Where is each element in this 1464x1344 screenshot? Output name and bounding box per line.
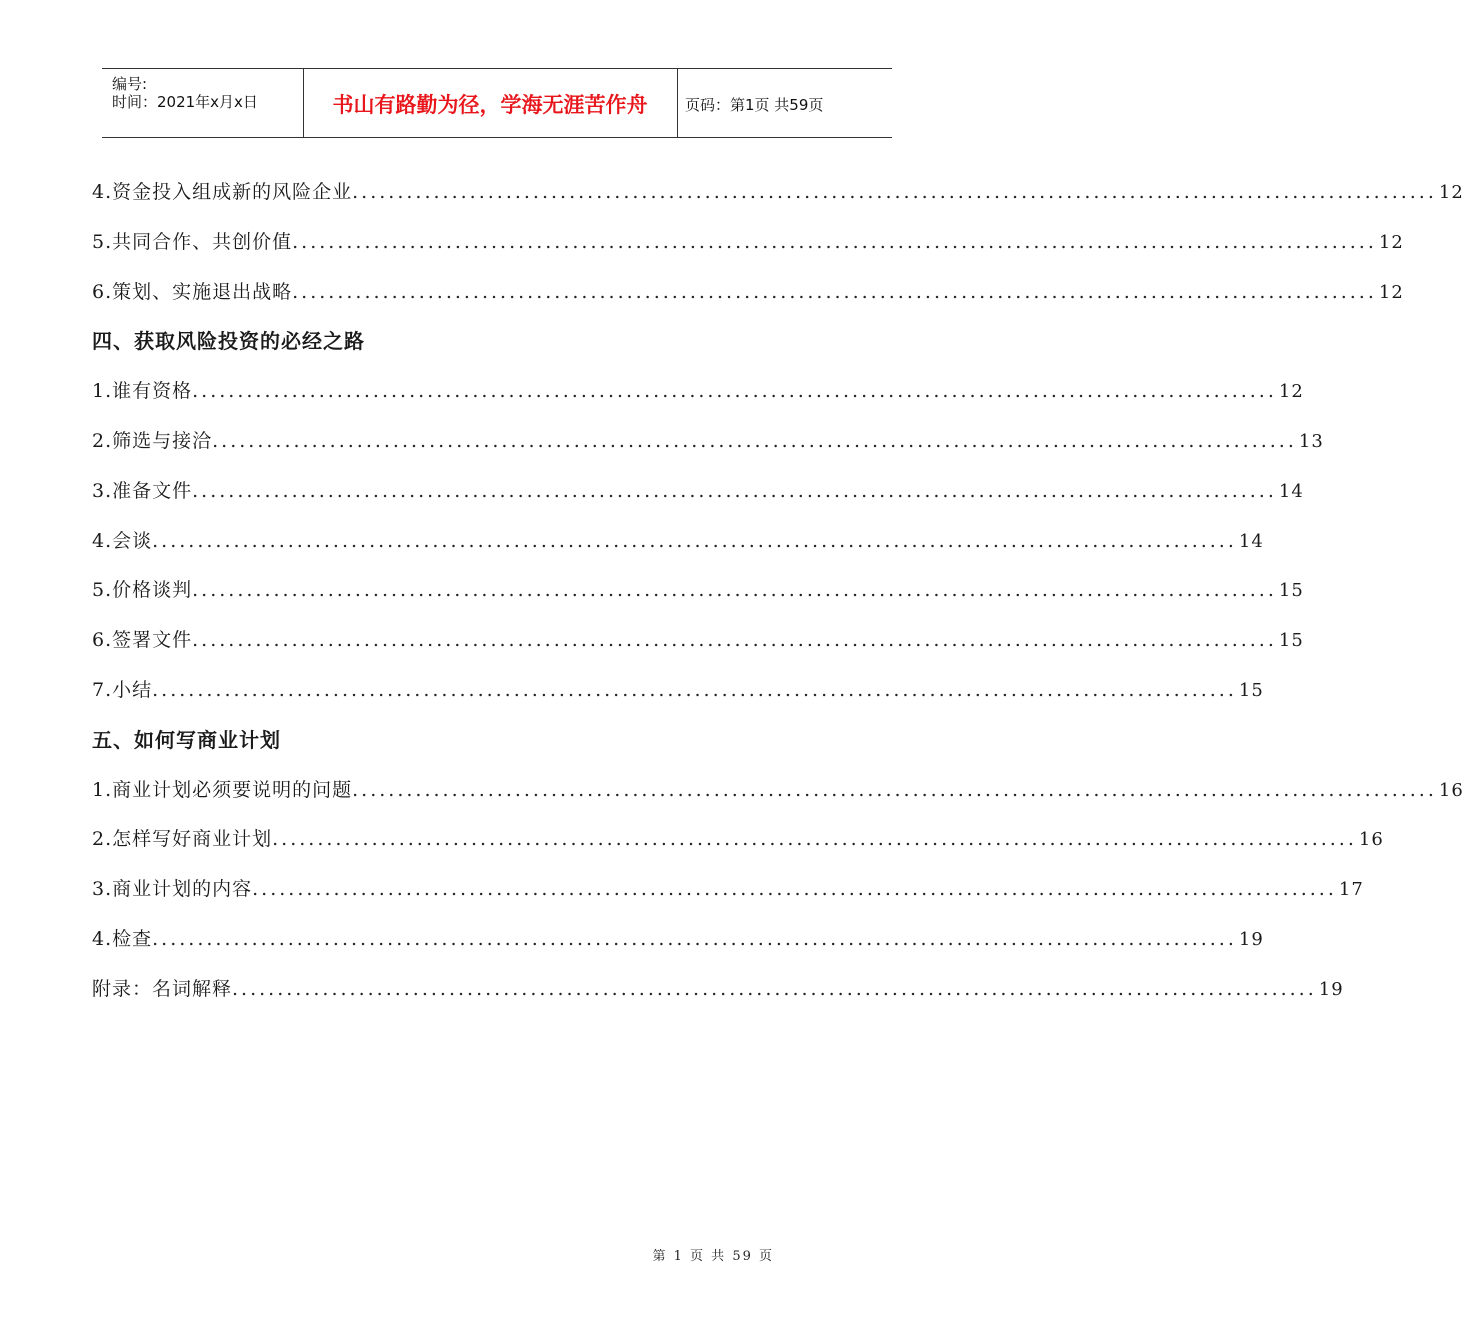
toc-entry-page: 15 (1238, 679, 1264, 701)
toc-entry[interactable] (92, 616, 1304, 666)
toc-entry[interactable] (92, 815, 1384, 865)
toc-entry-page: 12 (1438, 182, 1464, 203)
toc-leader-dots: ........................................................................................................................ (152, 529, 1237, 552)
toc-entry-page: 14 (1238, 530, 1264, 552)
serial-number-label: 编号: (112, 75, 148, 93)
toc-entry-label: 5.价格谈判 (92, 579, 193, 602)
toc-entry-page: 13 (1298, 430, 1324, 452)
toc-entry[interactable] (92, 865, 1364, 915)
toc-section-heading: 五、如何写商业计划 (92, 727, 281, 752)
page-footer: 第 1 页 共 59 页 (652, 1249, 774, 1264)
toc-entry-page: 15 (1278, 630, 1304, 652)
toc-entry[interactable] (92, 666, 1264, 716)
toc-entry[interactable] (92, 566, 1304, 616)
toc-entry-page: 17 (1338, 879, 1364, 901)
toc-entry-label: 6.策划、实施退出战略 (92, 280, 293, 303)
toc-entry-page: 19 (1318, 978, 1344, 1000)
toc-entry-label: 7.小结 (92, 678, 153, 701)
toc-entry-page: 19 (1238, 928, 1264, 950)
toc-leader-dots: ........................................................................................................................ (152, 927, 1237, 950)
toc-entry[interactable] (92, 467, 1304, 517)
toc-leader-dots: ........................................................................................................................ (152, 678, 1237, 701)
table-of-contents (92, 168, 1464, 1015)
toc-entry-page: 16 (1438, 779, 1464, 801)
toc-entry[interactable] (92, 168, 1464, 218)
toc-entry-label: 4.会谈 (92, 529, 153, 552)
header-motto-cell (303, 69, 678, 137)
toc-entry[interactable] (92, 367, 1304, 417)
toc-entry-page: 16 (1358, 829, 1384, 851)
page-header (102, 68, 892, 138)
toc-entry[interactable] (92, 965, 1344, 1015)
toc-entry-label: 1.谁有资格 (92, 380, 193, 403)
toc-entry-label: 4.检查 (92, 927, 153, 950)
toc-entry-label: 2.筛选与接洽 (92, 429, 213, 452)
toc-entry-label: 2.怎样写好商业计划 (92, 828, 273, 851)
toc-entry-page: 12 (1378, 231, 1404, 253)
page-code-label: 页码：第1页 共59页 (685, 96, 824, 114)
toc-entry-label: 附录：名词解释 (92, 977, 233, 1000)
toc-leader-dots: ........................................................................................................................ (192, 579, 1277, 602)
toc-leader-dots: ........................................................................................................................ (212, 429, 1297, 452)
toc-leader-dots: ........................................................................................................................ (352, 778, 1437, 801)
toc-entry-label: 3.商业计划的内容 (92, 878, 253, 901)
toc-entry-page: 12 (1278, 381, 1304, 403)
toc-entry-page: 15 (1278, 580, 1304, 602)
toc-leader-dots: ........................................................................................................................ (192, 380, 1277, 403)
toc-entry[interactable] (92, 517, 1264, 567)
toc-leader-dots: ........................................................................................................................ (292, 280, 1377, 303)
toc-leader-dots: ........................................................................................................................ (192, 629, 1277, 652)
toc-entry-label: 5.共同合作、共创价值 (92, 230, 293, 253)
toc-entry-label: 1.商业计划必须要说明的问题 (92, 778, 353, 801)
toc-entry-label: 3.准备文件 (92, 479, 193, 502)
toc-entry-label: 6.签署文件 (92, 629, 193, 652)
toc-leader-dots: ........................................................................................................................ (192, 479, 1277, 502)
time-label: 时间：2021年x月x日 (112, 93, 258, 111)
toc-entry[interactable] (92, 915, 1264, 965)
toc-leader-dots: ........................................................................................................................ (272, 828, 1357, 851)
header-meta-cell (102, 69, 304, 137)
toc-entry-page: 12 (1378, 281, 1404, 303)
header-page-cell (677, 69, 892, 137)
toc-entry[interactable] (92, 417, 1324, 467)
toc-leader-dots: ........................................................................................................................ (292, 230, 1377, 253)
toc-leader-dots: ........................................................................................................................ (252, 878, 1337, 901)
toc-entry[interactable] (92, 766, 1464, 816)
toc-section-heading: 四、获取风险投资的必经之路 (92, 329, 365, 354)
motto-text: 书山有路勤为径，学海无涯苦作舟 (332, 93, 648, 117)
toc-entry[interactable] (92, 268, 1404, 318)
toc-leader-dots: ........................................................................................................................ (232, 977, 1317, 1000)
toc-entry[interactable] (92, 218, 1404, 268)
toc-entry-label: 4.资金投入组成新的风险企业 (92, 181, 353, 203)
toc-entry-page: 14 (1278, 480, 1304, 502)
toc-leader-dots: ........................................................................................................................ (352, 181, 1437, 203)
